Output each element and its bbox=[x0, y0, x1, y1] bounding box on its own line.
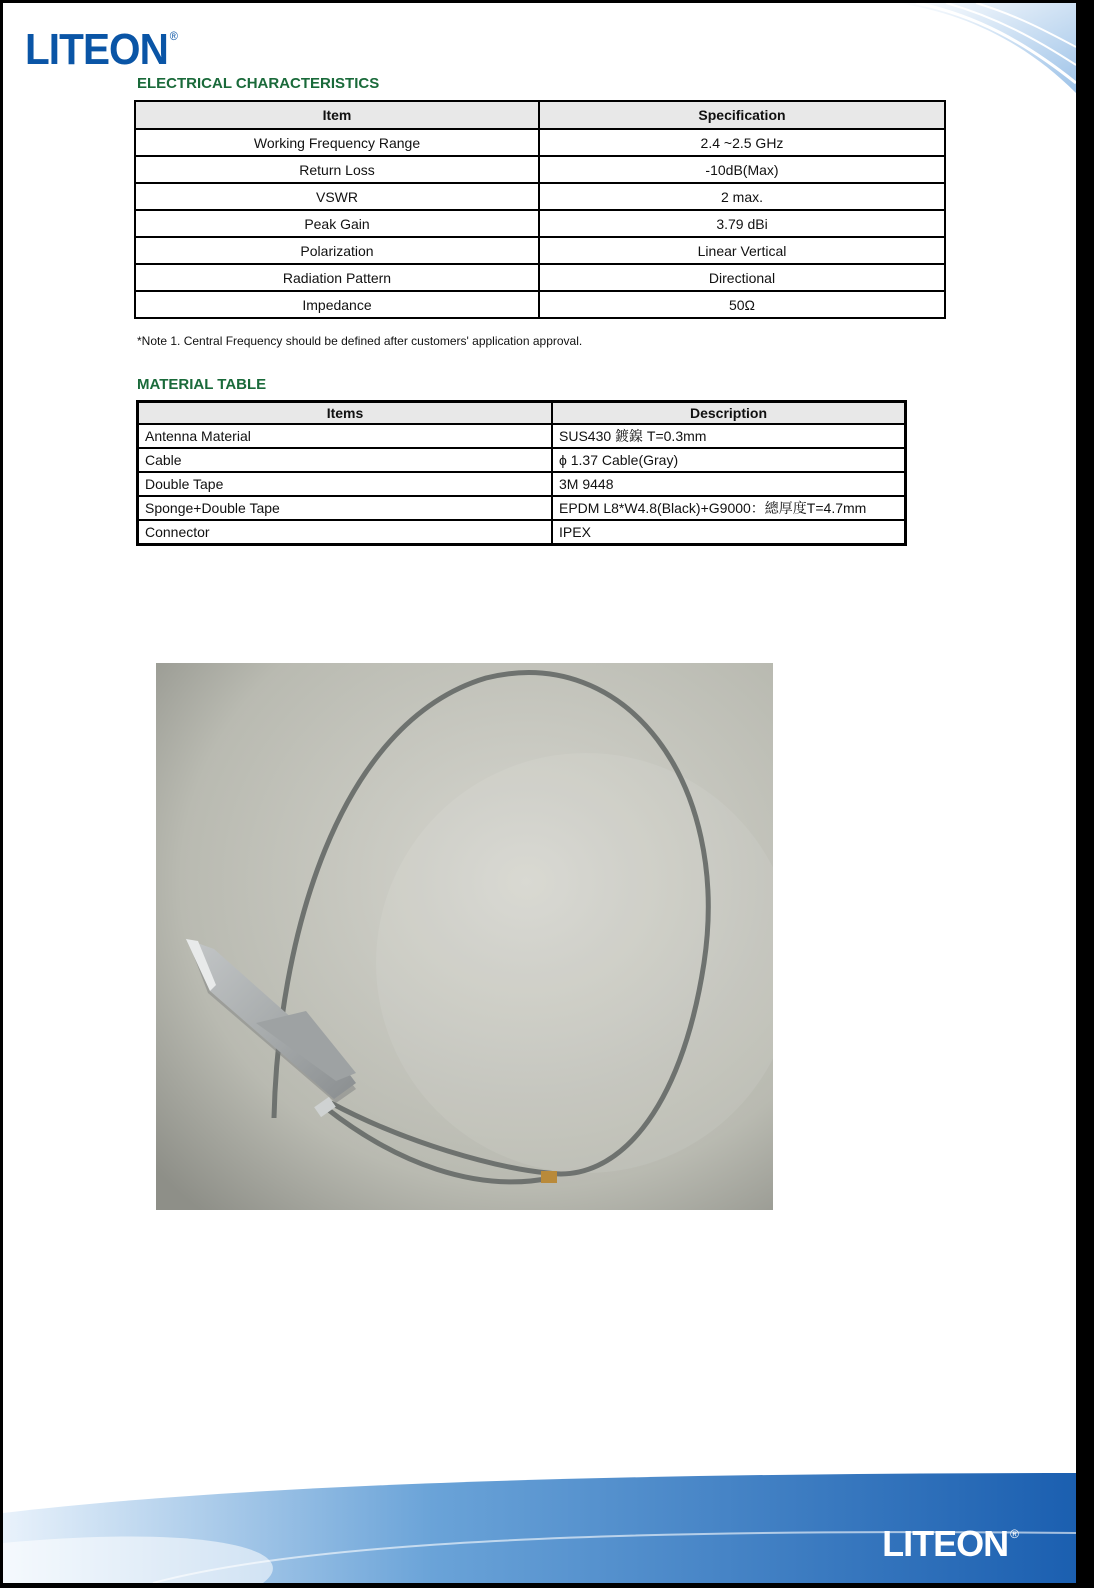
header-items: Items bbox=[138, 402, 553, 425]
table-row bbox=[138, 520, 906, 545]
cell-description: IPEX bbox=[552, 520, 906, 545]
cell-item: Antenna Material bbox=[138, 424, 553, 448]
cell-spec: Linear Vertical bbox=[539, 237, 945, 264]
cell-item: Return Loss bbox=[135, 156, 539, 183]
cell-item: Cable bbox=[138, 448, 553, 472]
cell-item: VSWR bbox=[135, 183, 539, 210]
table-row bbox=[138, 472, 906, 496]
cell-spec: Directional bbox=[539, 264, 945, 291]
electrical-table bbox=[134, 100, 946, 319]
cell-spec: -10dB(Max) bbox=[539, 156, 945, 183]
table-row bbox=[138, 496, 906, 520]
cell-spec: 2 max. bbox=[539, 183, 945, 210]
antenna-photo bbox=[156, 663, 773, 1210]
cell-spec: 50Ω bbox=[539, 291, 945, 318]
table-row bbox=[135, 210, 945, 237]
table-header-row bbox=[138, 402, 906, 425]
header-description: Description bbox=[552, 402, 906, 425]
table-row bbox=[138, 424, 906, 448]
table-row bbox=[135, 129, 945, 156]
cell-item: Radiation Pattern bbox=[135, 264, 539, 291]
table-row bbox=[135, 291, 945, 318]
cell-item: Connector bbox=[138, 520, 553, 545]
cell-spec: 2.4 ~2.5 GHz bbox=[539, 129, 945, 156]
table-row bbox=[135, 237, 945, 264]
table-header-row bbox=[135, 101, 945, 129]
cell-description: ϕ 1.37 Cable(Gray) bbox=[552, 448, 906, 472]
cell-item: Sponge+Double Tape bbox=[138, 496, 553, 520]
table-row bbox=[135, 264, 945, 291]
cell-item: Peak Gain bbox=[135, 210, 539, 237]
datasheet-page bbox=[3, 3, 1076, 1583]
header-item: Item bbox=[135, 101, 539, 129]
table-row bbox=[135, 183, 945, 210]
liteon-logo-bottom: LITEON ® bbox=[882, 1523, 1018, 1564]
material-section-title: MATERIAL TABLE bbox=[137, 376, 267, 393]
liteon-logo-top: LITEON ® bbox=[25, 25, 177, 74]
electrical-section-title: ELECTRICAL CHARACTERISTICS bbox=[137, 75, 380, 92]
cell-description: EPDM L8*W4.8(Black)+G9000：總厚度T=4.7mm bbox=[552, 496, 906, 520]
cell-item: Impedance bbox=[135, 291, 539, 318]
cell-spec: 3.79 dBi bbox=[539, 210, 945, 237]
cell-description: SUS430 鍍鎳 T=0.3mm bbox=[552, 424, 906, 448]
cell-description: 3M 9448 bbox=[552, 472, 906, 496]
material-table bbox=[136, 400, 907, 546]
cell-item: Double Tape bbox=[138, 472, 553, 496]
table-row bbox=[138, 448, 906, 472]
cell-item: Polarization bbox=[135, 237, 539, 264]
frequency-note: *Note 1. Central Frequency should be defined after customers' application approval. bbox=[137, 334, 583, 348]
cell-item: Working Frequency Range bbox=[135, 129, 539, 156]
top-corner-swoosh bbox=[856, 3, 1076, 93]
table-row bbox=[135, 156, 945, 183]
header-specification: Specification bbox=[539, 101, 945, 129]
